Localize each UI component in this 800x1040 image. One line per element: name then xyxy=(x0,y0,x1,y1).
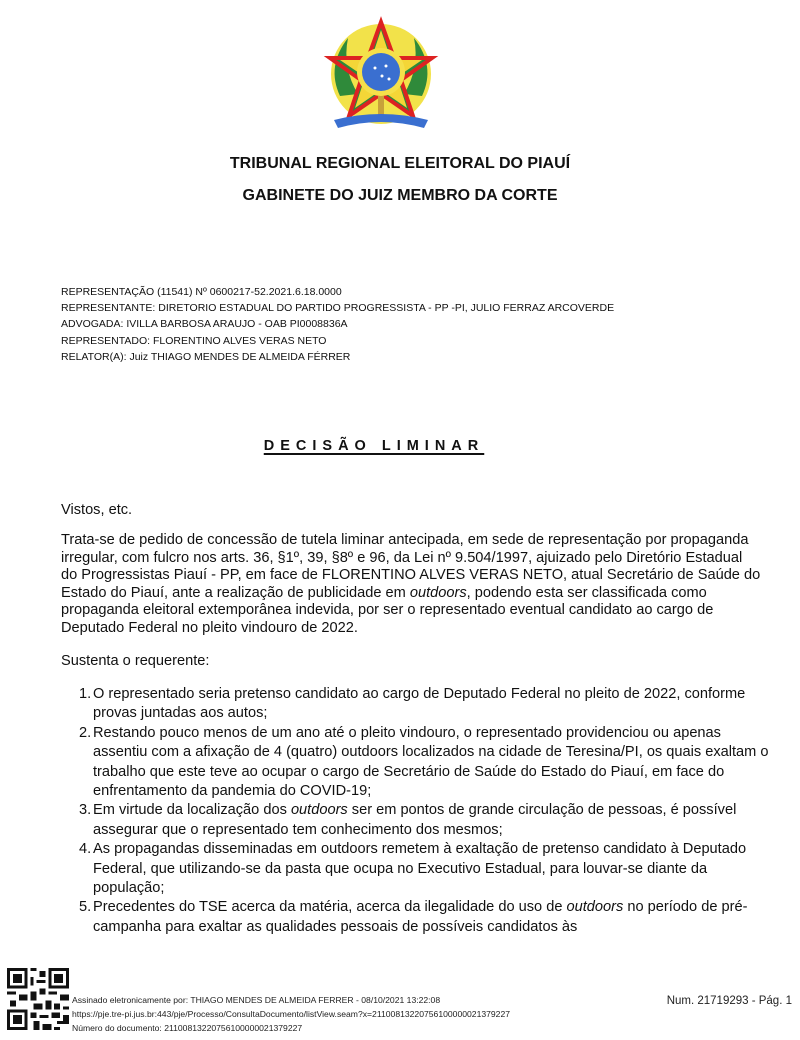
item-text-b: ser em pontos de grande circulação de pessoas, é possível assegurar que o representado tem conhecimento dos mesmos; xyxy=(93,802,737,838)
rapporteur: RELATOR(A): Juiz THIAGO MENDES DE ALMEIDA FÉRRER xyxy=(61,350,351,363)
item-text-a: Precedentes do TSE acerca da matéria, acerca da ilegalidade do uso de xyxy=(93,899,567,916)
list-item xyxy=(80,801,770,840)
item-text-b: no período de pré-campanha para exaltar as qualidades pessoais de possíveis candidatos às xyxy=(93,899,748,935)
attorney: ADVOGADA: IVILLA BARBOSA ARAUJO - OAB PI0008836A xyxy=(61,318,348,331)
document-url[interactable]: https://pje.tre-pi.jus.br:443/pje/Processo/ConsultaDocumento/listView.seam?x=21100813220756100000021379227 xyxy=(72,1009,511,1019)
list-item xyxy=(80,724,770,802)
list-item xyxy=(80,898,770,937)
item-number: 4. xyxy=(79,841,92,858)
item-number: 3. xyxy=(79,802,92,819)
decision-title xyxy=(0,438,748,454)
list-item xyxy=(80,840,770,898)
case-info xyxy=(61,284,614,365)
case-number: REPRESENTAÇÃO (11541) Nº 0600217-52.2021.6.18.0000 xyxy=(61,286,342,298)
item-text: Restando pouco menos de um ano até o pleito vindouro, o representado providenciou ou apenas assentiu com a afixação de 4 (quatro) outdoors localizados na cidade de Teresina/PI, os quais exaltam o trabalho que este teve ao ocupar o cargo de Secretário de Saúde do Estado do Piauí, em face do enfrentamento da pandemia do COVID-19; xyxy=(93,724,769,800)
office-name: GABINETE DO JUIZ MEMBRO DA CORTE xyxy=(242,187,558,204)
qr-code-icon[interactable] xyxy=(7,968,69,1030)
item-text: O representado seria pretenso candidato ao cargo de Deputado Federal no pleito de 2022, conforme provas juntadas aos autos; xyxy=(93,686,746,722)
list-item xyxy=(80,685,770,724)
decision-title-text: DECISÃO LIMINAR xyxy=(263,438,485,454)
coat-of-arms-emblem xyxy=(312,16,450,138)
item-text-a: Em virtude da localização dos xyxy=(93,802,291,819)
plaintiff: REPRESENTANTE: DIRETORIO ESTADUAL DO PARTIDO PROGRESSISTA - PP -PI, JULIO FERRAZ ARCOVERDE xyxy=(61,302,615,315)
item-number: 2. xyxy=(79,724,92,741)
intro-text-b: , podendo esta ser classificada como propaganda eleitoral extemporânea indevida, por ser o representado eventual candidato ao cargo de Deputado Federal no pleito vindouro de 2022. xyxy=(61,584,714,636)
signed-by: Assinado eletronicamente por: THIAGO MENDES DE ALMEIDA FERRER - 08/10/2021 13:22:08 xyxy=(72,995,441,1005)
defendant: REPRESENTADO: FLORENTINO ALVES VERAS NETO xyxy=(61,334,327,347)
intro-text-a: Trata-se de pedido de concessão de tutela liminar antecipada, em sede de representação por propaganda irregular, com fulcro nos arts. 36, §1º, 39, §8º e 96, da Lei nº 9.504/1997, ajuizado pelo Diretório Estadual do Progressistas Piauí - PP, em face de FLORENTINO ALVES VERAS NETO, atual Secretário de Saúde do Estado do Piauí, ante a realização de publicidade em xyxy=(61,532,761,601)
vistos-paragraph: Vistos, etc. xyxy=(61,502,133,518)
page-number: Num. 21719293 - Pág. 1 xyxy=(666,995,792,1007)
claims-list xyxy=(80,685,770,937)
document-number: Número do documento: 21100813220756100000021379227 xyxy=(72,1023,303,1033)
item-number: 1. xyxy=(79,686,92,702)
court-name: TRIBUNAL REGIONAL ELEITORAL DO PIAUÍ xyxy=(229,155,571,172)
intro-paragraph xyxy=(61,532,761,637)
intro-italic: outdoors xyxy=(409,584,467,601)
item-text: As propagandas disseminadas em outdoors remetem à exaltação de pretenso candidato à Deputado Federal, que utilizando-se da pasta que ocupa no Executivo Estadual, para louvar-se diante da população; xyxy=(93,841,747,897)
item-italic: outdoors xyxy=(290,802,348,819)
signature-footer xyxy=(72,993,510,1035)
sustenta-paragraph: Sustenta o requerente: xyxy=(61,653,210,669)
item-number: 5. xyxy=(79,899,92,916)
item-italic: outdoors xyxy=(566,899,624,916)
